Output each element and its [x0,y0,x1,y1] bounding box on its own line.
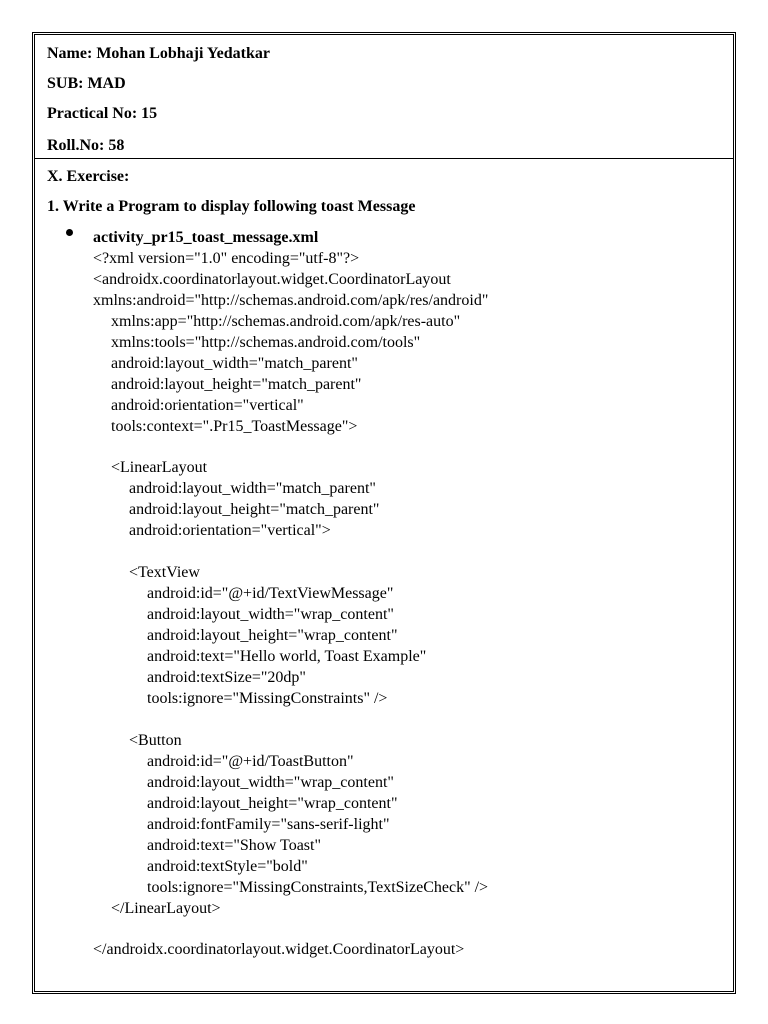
code-line: tools:ignore="MissingConstraints,TextSizeCheck" /> [147,879,489,896]
code-line: <?xml version="1.0" encoding="utf-8"?> [93,250,360,267]
subject: SUB: MAD [47,75,126,92]
code-line: android:id="@+id/TextViewMessage" [147,585,394,602]
practical-number: Practical No: 15 [47,105,158,122]
code-line: android:layout_height="wrap_content" [147,795,398,812]
bullet-icon [66,229,73,236]
code-line: </androidx.coordinatorlayout.widget.CoordinatorLayout> [93,941,465,958]
header-separator [35,158,733,159]
file-name: activity_pr15_toast_message.xml [93,229,319,246]
code-line: android:layout_width="wrap_content" [147,606,394,623]
code-line: tools:ignore="MissingConstraints" /> [147,690,388,707]
code-line: android:layout_width="wrap_content" [147,774,394,791]
code-line: android:text="Hello world, Toast Example" [147,648,427,665]
question-text: 1. Write a Program to display following toast Message [47,198,416,215]
code-line: <LinearLayout [111,459,208,476]
code-line: android:text="Show Toast" [147,837,321,854]
code-line: android:fontFamily="sans-serif-light" [147,816,390,833]
code-line: <androidx.coordinatorlayout.widget.CoordinatorLayout [93,271,451,288]
code-line: <Button [129,732,182,749]
code-line: tools:context=".Pr15_ToastMessage"> [111,418,358,435]
code-line: android:layout_height="match_parent" [111,376,362,393]
student-name: Name: Mohan Lobhaji Yedatkar [47,45,270,62]
code-line: xmlns:app="http://schemas.android.com/apk/res-auto" [111,313,461,330]
code-line: </LinearLayout> [111,900,221,917]
roll-number: Roll.No: 58 [47,137,125,154]
code-line: xmlns:tools="http://schemas.android.com/tools" [111,334,421,351]
code-line: android:id="@+id/ToastButton" [147,753,354,770]
code-line: xmlns:android="http://schemas.android.com/apk/res/android" [93,292,489,309]
code-line: android:orientation="vertical" [111,397,304,414]
code-line: <TextView [129,564,200,581]
code-line: android:textSize="20dp" [147,669,306,686]
code-line: android:layout_width="match_parent" [129,480,376,497]
code-line: android:layout_width="match_parent" [111,355,358,372]
exercise-heading: X. Exercise: [47,168,130,185]
code-line: android:layout_height="wrap_content" [147,627,398,644]
code-line: android:layout_height="match_parent" [129,501,380,518]
code-line: android:orientation="vertical"> [129,522,331,539]
code-line: android:textStyle="bold" [147,858,308,875]
